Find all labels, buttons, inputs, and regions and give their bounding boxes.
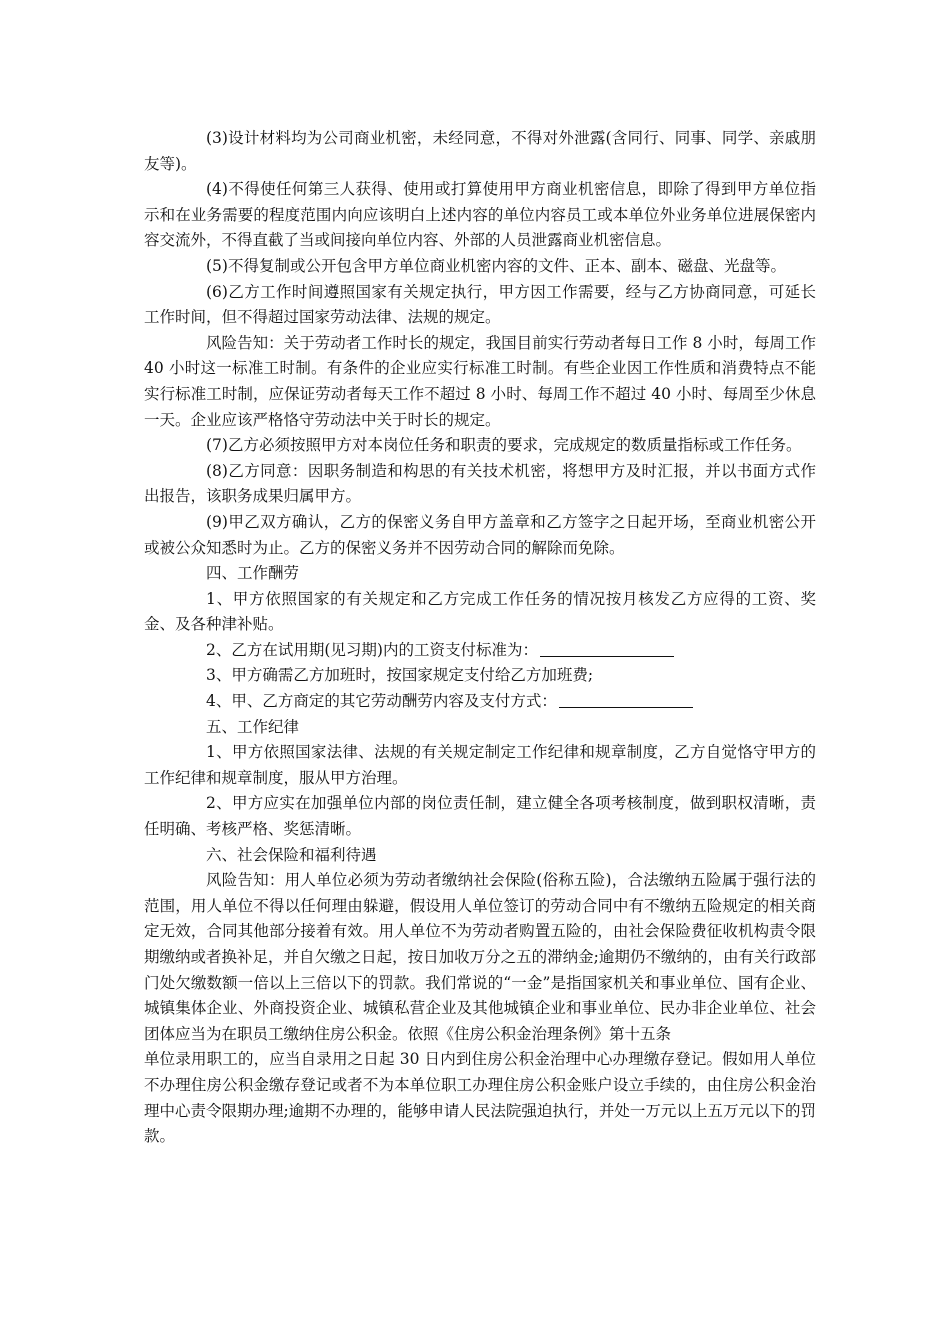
housing-fund-article: 单位录用职工的，应当自录用之日起 30 日内到住房公积金治理中心办理缴存登记。假如用人单位不办理住房公积金缴存登记或者不为本单位职工办理住房公积金账户设立手续的，由住房公积金治理中心责令限期办理;逾期不办理的，能够申请人民法院强迫执行，并处一万元以上五万元以下的罚款。 [144, 1050, 816, 1146]
clause-3: (3)设计材料均为公司商业机密，未经同意，不得对外泄露(含同行、同事、同学、亲戚朋友等)。 [144, 129, 816, 173]
fill-in-blank [540, 640, 674, 657]
clause-4: (4)不得使任何第三人获得、使用或打算使用甲方商业机密信息，即除了得到甲方单位指示和在业务需要的程度范围内向应该明白上述内容的单位内容员工或本单位外业务单位进展保密内容交流外，不得直截了当或间接向单位内容、外部的人员泄露商业机密信息。 [144, 180, 816, 250]
discipline-item-2: 2、甲方应实在加强单位内部的岗位责任制，建立健全各项考核制度，做到职权清晰，责任明确、考核严格、奖惩清晰。 [144, 794, 816, 839]
document-page [144, 126, 816, 1150]
clause-5: (5)不得复制或公开包含甲方单位商业机密内容的文件、正本、副本、磁盘、光盘等。 [206, 256, 786, 275]
remuneration-item-4-text: 4、甲、乙方商定的其它劳动酬劳内容及支付方式： [206, 692, 557, 711]
discipline-item-1: 1、甲方依照国家法律、法规的有关规定制定工作纪律和规章制度，乙方自觉恪守甲方的工作纪律和规章制度，服从甲方治理。 [144, 743, 816, 787]
remuneration-item-2 [144, 638, 816, 664]
clause-7: (7)乙方必须按照甲方对本岗位任务和职责的要求，完成规定的数质量指标或工作任务。 [206, 436, 802, 455]
fill-in-blank [559, 691, 693, 708]
section-heading-social-insurance: 六、社会保险和福利待遇 [206, 845, 377, 864]
remuneration-item-4 [144, 689, 816, 715]
remuneration-item-2-text: 2、乙方在试用期(见习期)内的工资支付标准为： [206, 640, 538, 659]
section-heading-remuneration: 四、工作酬劳 [206, 564, 300, 583]
remuneration-item-1: 1、甲方依照国家的有关规定和乙方完成工作任务的情况按月核发乙方应得的工资、奖金、及各种津补贴。 [144, 589, 816, 634]
clause-9: (9)甲乙双方确认，乙方的保密义务自甲方盖章和乙方签字之日起开场，至商业机密公开或被公众知悉时为止。乙方的保密义务并不因劳动合同的解除而免除。 [144, 512, 816, 557]
clause-8: (8)乙方同意：因职务制造和构思的有关技术机密，将想甲方及时汇报，并以书面方式作出报告，该职务成果归属甲方。 [144, 461, 816, 506]
risk-notice-social-insurance: 风险告知：用人单位必须为劳动者缴纳社会保险(俗称五险)，合法缴纳五险属于强行法的范围，用人单位不得以任何理由躲避，假设用人单位签订的劳动合同中有不缴纳五险规定的相关商定无效，合同其他部分接着有效。用人单位不为劳动者购置五险的，由社会保险费征收机构责令限期缴纳或者换补足，并自欠缴之日起，按日加收万分之五的滞纳金;逾期仍不缴纳的，由有关行政部门处欠缴数额一倍以上三倍以下的罚款。我们常说的“一金”是指国家机关和事业单位、国有企业、城镇集体企业、外商投资企业、城镇私营企业及其他城镇企业和事业单位、民办非企业单位、社会团体应当为在职员工缴纳住房公积金。依照《住房公积金治理条例》第十五条 [144, 871, 816, 1043]
risk-notice-working-hours: 风险告知：关于劳动者工作时长的规定，我国目前实行劳动者每日工作 8 小时，每周工作 40 小时这一标准工时制。有条件的企业应实行标准工时制。有些企业因工作性质和消费特点不能实行标准工时制，应保证劳动者每天工作不超过 8 小时、每周工作不超过 40 小时、每周至少休息一天。企业应该严格恪守劳动法中关于时长的规定。 [144, 333, 816, 429]
clause-6: (6)乙方工作时间遵照国家有关规定执行，甲方因工作需要，经与乙方协商同意，可延长工作时间，但不得超过国家劳动法律、法规的规定。 [144, 282, 816, 327]
section-heading-discipline: 五、工作纪律 [206, 717, 300, 736]
remuneration-item-3: 3、甲方确需乙方加班时，按国家规定支付给乙方加班费; [206, 666, 594, 685]
